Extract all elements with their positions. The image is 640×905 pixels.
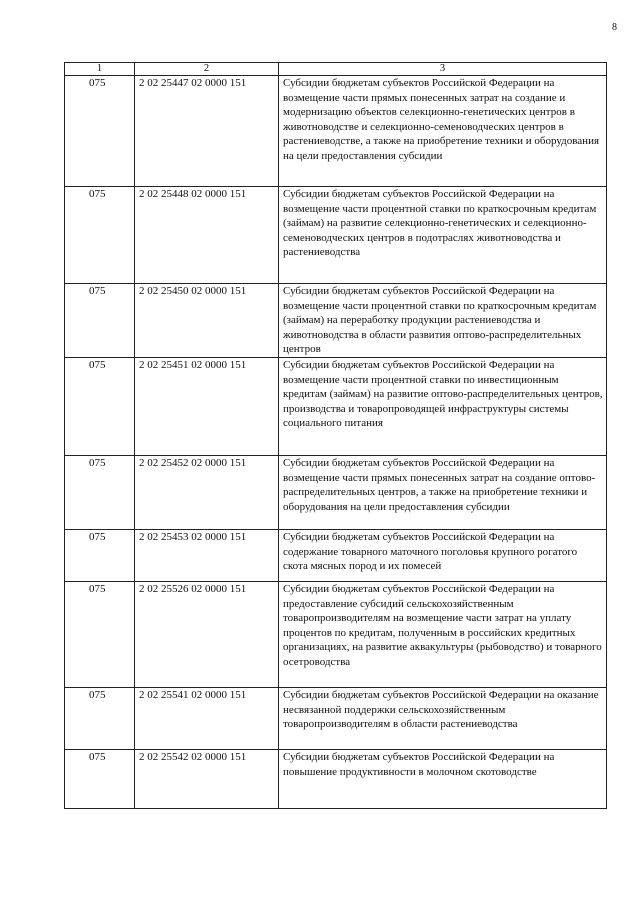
table-row	[65, 455, 607, 529]
description-cell: Субсидии бюджетам субъектов Российской Федерации на повышение продуктивности в молочном скотоводстве	[279, 749, 607, 808]
description-cell: Субсидии бюджетам субъектов Российской Федерации на оказание несвязанной поддержки сельскохозяйственным товаропроизводителям в области растениеводства	[279, 687, 607, 749]
admin-code-cell: 075	[65, 357, 135, 455]
admin-code-cell: 075	[65, 529, 135, 581]
table-row	[65, 749, 607, 808]
description-cell: Субсидии бюджетам субъектов Российской Федерации на возмещение части прямых понесенных затрат на создание и модернизацию объектов селекционно-генетических центров в животноводстве и селекционно-семеноводческих центров в растениеводстве, а также на приобретение техники и оборудования на цели предоставления субсидии	[279, 76, 607, 187]
budget-code-cell: 2 02 25453 02 0000 151	[135, 529, 279, 581]
admin-code-cell: 075	[65, 581, 135, 687]
column-header-1: 1	[65, 63, 135, 76]
table-row	[65, 76, 607, 187]
budget-code-cell: 2 02 25450 02 0000 151	[135, 284, 279, 358]
table-row	[65, 284, 607, 358]
admin-code-cell: 075	[65, 455, 135, 529]
table-row	[65, 529, 607, 581]
page-number: 8	[612, 22, 617, 33]
budget-code-cell: 2 02 25451 02 0000 151	[135, 357, 279, 455]
table-header-row	[65, 63, 607, 76]
column-header-3: 3	[279, 63, 607, 76]
description-cell: Субсидии бюджетам субъектов Российской Федерации на возмещение части процентной ставки по инвестиционным кредитам (займам) на развитие оптово-распределительных центров, производства и товаропроводящей инфраструктуры системы социального питания	[279, 357, 607, 455]
table-row	[65, 187, 607, 284]
budget-code-cell: 2 02 25541 02 0000 151	[135, 687, 279, 749]
description-cell: Субсидии бюджетам субъектов Российской Федерации на содержание товарного маточного поголовья крупного рогатого скота мясных пород и их помесей	[279, 529, 607, 581]
admin-code-cell: 075	[65, 687, 135, 749]
table-row	[65, 357, 607, 455]
admin-code-cell: 075	[65, 284, 135, 358]
description-cell: Субсидии бюджетам субъектов Российской Федерации на возмещение части процентной ставки по краткосрочным кредитам (займам) на развитие селекционно-генетических и селекционно-семеноводческих центров в подотраслях животноводства и растениеводства	[279, 187, 607, 284]
table-row	[65, 581, 607, 687]
description-cell: Субсидии бюджетам субъектов Российской Федерации на предоставление субсидий сельскохозяйственным товаропроизводителям на возмещение части затрат на уплату процентов по кредитам, полученным в российских кредитных организациях, на развитие аквакультуры (рыбоводство) и товарного осетроводства	[279, 581, 607, 687]
admin-code-cell: 075	[65, 749, 135, 808]
table-row	[65, 687, 607, 749]
table-body	[65, 76, 607, 809]
subsidy-code-table	[64, 62, 607, 809]
budget-code-cell: 2 02 25448 02 0000 151	[135, 187, 279, 284]
admin-code-cell: 075	[65, 76, 135, 187]
budget-code-cell: 2 02 25542 02 0000 151	[135, 749, 279, 808]
column-header-2: 2	[135, 63, 279, 76]
budget-code-cell: 2 02 25526 02 0000 151	[135, 581, 279, 687]
budget-code-cell: 2 02 25447 02 0000 151	[135, 76, 279, 187]
budget-code-cell: 2 02 25452 02 0000 151	[135, 455, 279, 529]
description-cell: Субсидии бюджетам субъектов Российской Федерации на возмещение части процентной ставки по краткосрочным кредитам (займам) на переработку продукции растениеводства и животноводства в области развития оптово-распределительных центров	[279, 284, 607, 358]
description-cell: Субсидии бюджетам субъектов Российской Федерации на возмещение части прямых понесенных затрат на создание оптово-распределительных центров, а также на приобретение техники и оборудования на цели предоставления субсидии	[279, 455, 607, 529]
admin-code-cell: 075	[65, 187, 135, 284]
